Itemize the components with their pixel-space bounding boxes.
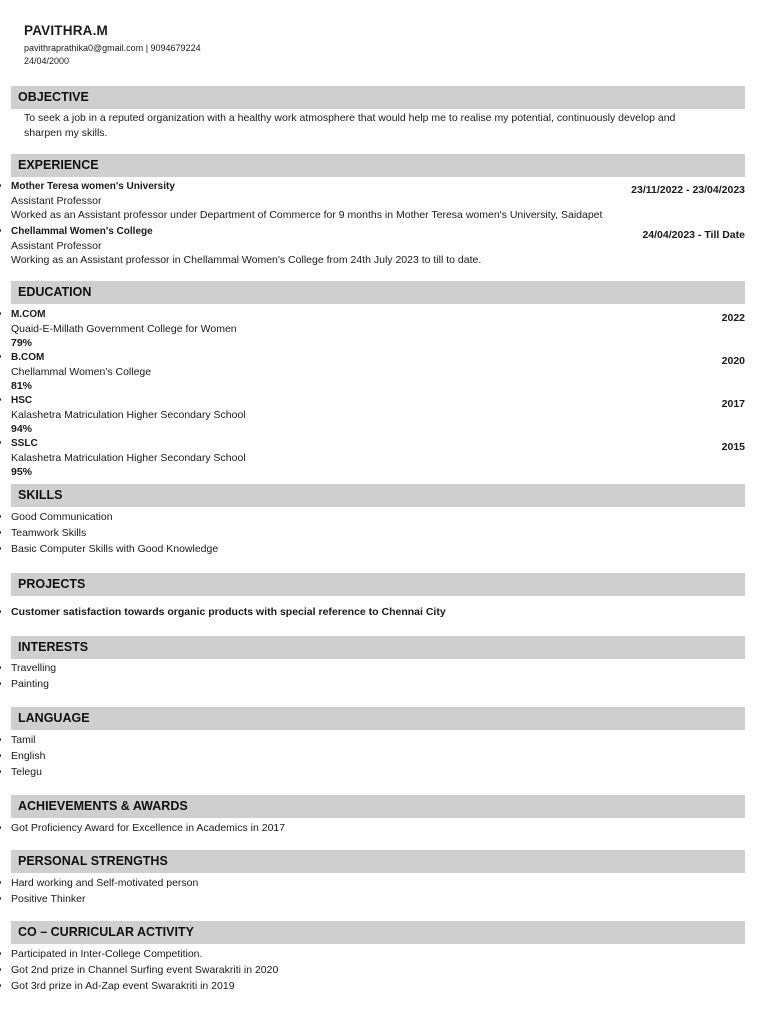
education-item: [11, 436, 745, 479]
list-item: • Hard working and Self-motivated person: [11, 875, 745, 891]
education-school: Quaid-E-Millath Government College for Women: [11, 323, 237, 335]
experience-date: 24/04/2023 - Till Date: [642, 229, 745, 241]
experience-desc: Worked as an Assistant professor under Department of Commerce for 9 months in Mother Teresa women's University, Saidapet: [11, 209, 603, 221]
list-item: • Basic Computer Skills with Good Knowledge: [11, 541, 745, 557]
experience-org: • Chellammal Women's College: [11, 226, 153, 237]
education-section: [11, 281, 745, 479]
education-item: [11, 393, 745, 436]
experience-heading: EXPERIENCE: [11, 154, 745, 177]
education-score: 95%: [11, 466, 33, 478]
interests-heading: INTERESTS: [11, 636, 745, 659]
education-school: Kalashetra Matriculation Higher Secondary School: [11, 409, 246, 421]
projects-section: [11, 573, 745, 620]
language-heading: LANGUAGE: [11, 707, 745, 730]
education-year: 2022: [721, 312, 745, 324]
list-item: • Painting: [11, 676, 745, 692]
education-score: 81%: [11, 380, 33, 392]
achievements-heading: ACHIEVEMENTS & AWARDS: [11, 795, 745, 818]
education-item: [11, 350, 745, 393]
education-school: Chellammal Women's College: [11, 366, 152, 378]
interests-section: [11, 636, 745, 692]
objective-text: To seek a job in a reputed organization with a healthy work atmosphere that would help me to realise my potential, continuously develop and sharpen my skills.: [24, 112, 676, 139]
date-of-birth: 24/04/2000: [24, 55, 70, 66]
experience-desc: Working as an Assistant professor in Chellammal Women's College from 24th July 2023 to till to date.: [11, 254, 482, 266]
list-item: • Teamwork Skills: [11, 525, 745, 541]
candidate-name: PAVITHRA.M: [24, 23, 108, 38]
education-school: Kalashetra Matriculation Higher Secondary School: [11, 452, 246, 464]
list-item: • Customer satisfaction towards organic products with special reference to Chennai City: [11, 604, 745, 620]
experience-section: [11, 154, 745, 267]
objective-heading: OBJECTIVE: [11, 86, 745, 109]
experience-item: [11, 224, 745, 267]
education-year: 2015: [721, 441, 745, 453]
education-degree: • HSC: [11, 395, 33, 406]
experience-date: 23/11/2022 - 23/04/2023: [631, 184, 745, 196]
experience-org: • Mother Teresa women's University: [11, 181, 175, 192]
list-item: • Telegu: [11, 764, 745, 780]
education-score: 94%: [11, 423, 33, 435]
language-section: [11, 707, 745, 780]
education-score: 79%: [11, 337, 33, 349]
strengths-section: [11, 850, 745, 907]
skills-section: [11, 484, 745, 557]
education-heading: EDUCATION: [11, 281, 745, 304]
list-item: • English: [11, 748, 745, 764]
cocurricular-section: [11, 921, 745, 994]
list-item: • Good Communication: [11, 509, 745, 525]
resume-header: [24, 22, 201, 68]
education-year: 2020: [721, 355, 745, 367]
education-degree: • B.COM: [11, 352, 45, 363]
strengths-heading: PERSONAL STRENGTHS: [11, 850, 745, 873]
education-degree: • M.COM: [11, 309, 46, 320]
education-item: [11, 307, 745, 350]
cocurricular-heading: CO – CURRICULAR ACTIVITY: [11, 921, 745, 944]
projects-heading: PROJECTS: [11, 573, 745, 596]
experience-item: [11, 179, 745, 222]
skills-heading: SKILLS: [11, 484, 745, 507]
list-item: • Travelling: [11, 660, 745, 676]
contact-info: pavithraprathika0@gmail.com | 9094679224: [24, 42, 201, 53]
list-item: • Got Proficiency Award for Excellence in Academics in 2017: [11, 820, 745, 836]
objective-section: [11, 86, 745, 141]
list-item: • Tamil: [11, 732, 745, 748]
achievements-section: [11, 795, 745, 836]
education-year: 2017: [721, 398, 745, 410]
experience-role: Assistant Professor: [11, 240, 102, 252]
education-degree: • SSLC: [11, 438, 38, 449]
list-item: • Positive Thinker: [11, 891, 745, 907]
list-item: • Got 3rd prize in Ad-Zap event Swarakriti in 2019: [11, 978, 745, 994]
experience-role: Assistant Professor: [11, 195, 102, 207]
list-item: • Got 2nd prize in Channel Surfing event Swarakriti in 2020: [11, 962, 745, 978]
list-item: • Participated in Inter-College Competition.: [11, 946, 745, 962]
